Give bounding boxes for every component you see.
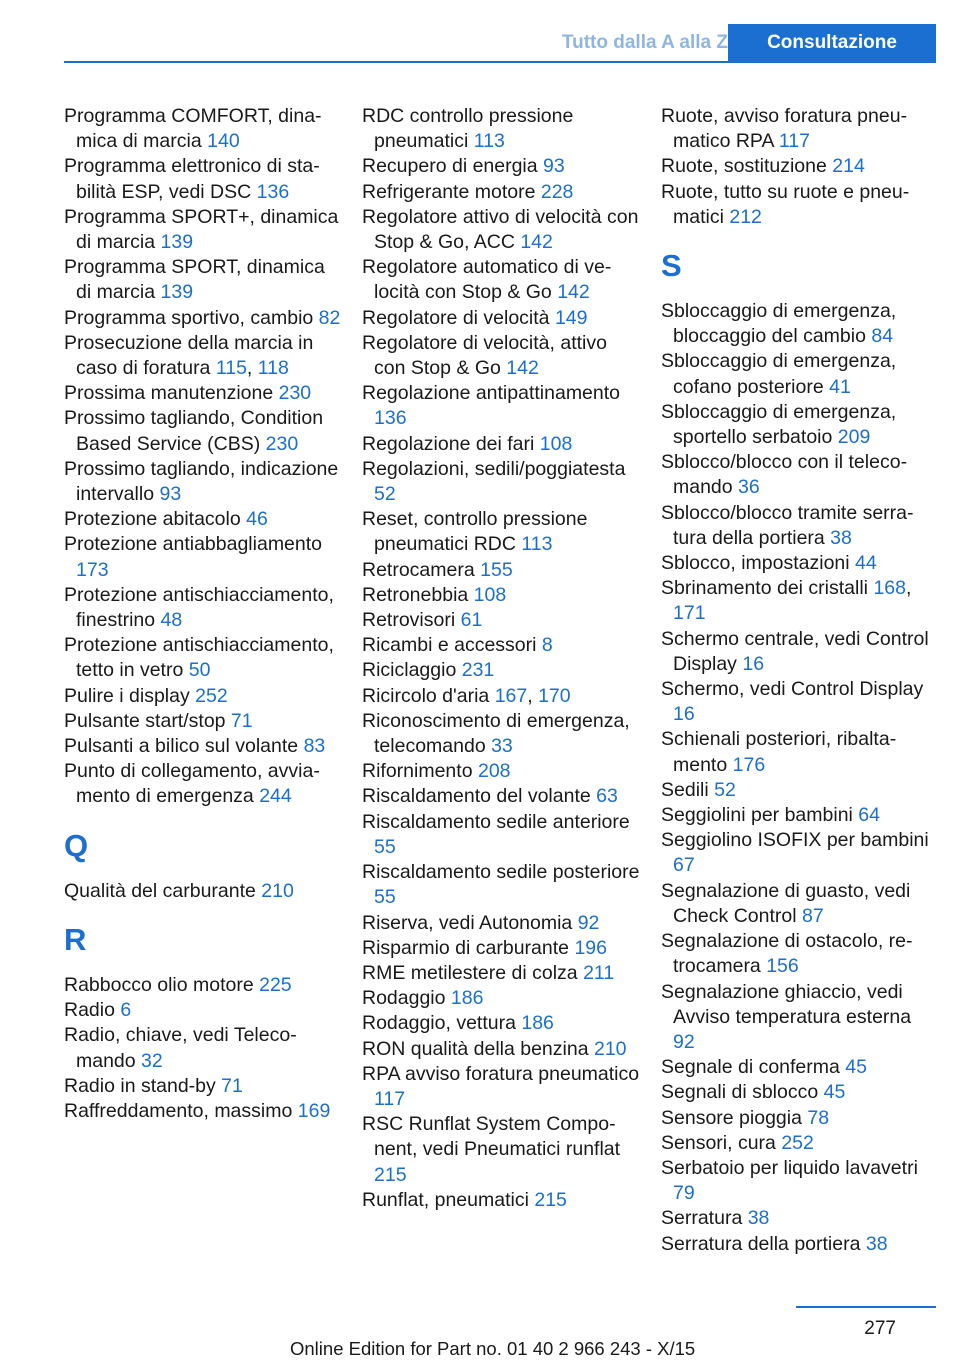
index-entry bbox=[64, 879, 344, 904]
index-entry bbox=[661, 501, 936, 551]
index-entry bbox=[64, 583, 344, 633]
index-entry-term: Riscaldamento del volante bbox=[362, 785, 597, 808]
index-entry-term: Riscaldamento sedile posteriore bbox=[362, 861, 640, 884]
page-reference-link[interactable]: 113 bbox=[473, 130, 505, 153]
index-entry bbox=[362, 583, 642, 608]
index-entry-term: Protezione antiabbagliamento bbox=[64, 533, 323, 556]
page-reference-link[interactable]: 16 bbox=[673, 703, 695, 726]
page-reference-link[interactable]: 215 bbox=[374, 1163, 407, 1186]
index-entry bbox=[64, 306, 344, 331]
index-entry-term: Programma COMFORT, dinamica di marcia bbox=[64, 105, 322, 153]
index-entry-term: Regolatore attivo di velocità con Stop & Go, ACC bbox=[362, 205, 639, 254]
page-reference-link[interactable]: 136 bbox=[374, 407, 407, 430]
page-reference-link[interactable]: 41 bbox=[829, 375, 851, 398]
index-entry bbox=[362, 633, 642, 658]
index-entry-term: Seggiolini per bambini bbox=[661, 804, 859, 827]
index-entry-term: Schermo, vedi Control Display bbox=[661, 678, 924, 701]
index-letter-heading: S bbox=[661, 248, 682, 284]
index-entry bbox=[64, 1099, 344, 1124]
index-entry-term: Retrocamera bbox=[362, 558, 481, 581]
page-reference-link[interactable]: 196 bbox=[574, 936, 607, 959]
index-entry bbox=[64, 532, 344, 582]
index-entry-term: Radio bbox=[64, 999, 121, 1022]
index-entry bbox=[661, 929, 936, 979]
page-reference-link[interactable]: 186 bbox=[521, 1012, 554, 1035]
index-entry bbox=[64, 205, 344, 255]
index-entry-term: Retrovisori bbox=[362, 609, 461, 632]
index-entry-term: Recupero di energia bbox=[362, 155, 544, 178]
page-reference-link[interactable]: 214 bbox=[832, 155, 865, 178]
index-entry-term: Ruote, tutto su ruote e pneumatici bbox=[661, 180, 910, 228]
index-entry-term: Reset, controllo pressione pneumatici RDC bbox=[362, 508, 588, 556]
page-reference-link[interactable]: 115 bbox=[215, 357, 247, 380]
index-entry bbox=[362, 759, 642, 784]
index-entry bbox=[362, 658, 642, 683]
page-reference-link[interactable]: 55 bbox=[374, 886, 396, 909]
page-reference-link[interactable]: 38 bbox=[830, 526, 852, 549]
index-column-2 bbox=[362, 104, 642, 1213]
index-entry bbox=[362, 709, 642, 759]
page-reference-link[interactable]: 33 bbox=[491, 735, 513, 758]
page-reference-link[interactable]: 244 bbox=[259, 785, 292, 808]
page-reference-link[interactable]: 117 bbox=[778, 130, 810, 153]
page-reference-link[interactable]: 231 bbox=[461, 659, 495, 682]
index-entry-term: Regolazione antipattinamento bbox=[362, 382, 621, 405]
footer-rule bbox=[796, 1306, 936, 1308]
index-entry-term: Sbloccaggio di emergenza, cofano posteriore bbox=[661, 350, 897, 398]
index-entry bbox=[362, 255, 642, 305]
page-reference-link[interactable]: 230 bbox=[265, 432, 299, 455]
page-reference-link[interactable]: 93 bbox=[159, 483, 182, 506]
page-reference-link[interactable]: 52 bbox=[714, 778, 736, 801]
page-reference-link[interactable]: 139 bbox=[160, 281, 194, 304]
index-entry bbox=[661, 627, 936, 677]
index-column-1 bbox=[64, 104, 344, 1124]
page-reference-link[interactable]: 209 bbox=[837, 426, 871, 449]
index-entry-term: Sblocco/blocco con il telecomando bbox=[661, 451, 908, 499]
index-entry bbox=[661, 803, 936, 828]
page-reference-link[interactable]: 92 bbox=[673, 1030, 695, 1053]
page-reference-link[interactable]: 44 bbox=[855, 552, 877, 575]
page-reference-link[interactable]: 93 bbox=[543, 155, 565, 178]
page-reference-link[interactable]: 228 bbox=[540, 180, 574, 203]
index-entry bbox=[661, 677, 936, 727]
page-reference-link[interactable]: 79 bbox=[673, 1182, 695, 1205]
index-entry-term: Rabbocco olio motore bbox=[64, 973, 260, 996]
index-entry-term: Serratura della portiera bbox=[661, 1232, 866, 1255]
page-reference-link[interactable]: 215 bbox=[534, 1188, 567, 1211]
page-reference-link[interactable]: 38 bbox=[747, 1207, 770, 1230]
index-entry-term: Regolazione dei fari bbox=[362, 432, 540, 455]
page-reference-link[interactable]: 212 bbox=[729, 205, 762, 228]
index-entry-term: Rifornimento bbox=[362, 760, 478, 783]
page-reference-link[interactable]: 230 bbox=[278, 382, 312, 405]
page-header bbox=[0, 0, 960, 62]
index-entry bbox=[64, 457, 344, 507]
index-entry bbox=[64, 973, 344, 998]
page-reference-link[interactable]: 64 bbox=[858, 804, 880, 827]
page-reference-link[interactable]: 210 bbox=[261, 879, 294, 902]
page-reference-link[interactable]: 140 bbox=[207, 130, 240, 153]
page-reference-link[interactable]: 155 bbox=[480, 558, 513, 581]
index-entry bbox=[661, 879, 936, 929]
page-reference-link[interactable]: 167 bbox=[494, 684, 528, 707]
page-reference-link[interactable]: 142 bbox=[520, 231, 553, 254]
index-entry: Ricircolo d'aria 167, 170 bbox=[362, 684, 571, 707]
index-entry-term: Protezione antischiacciamento, tetto in vetro bbox=[64, 634, 334, 682]
page-reference-link[interactable]: 61 bbox=[460, 609, 483, 632]
index-entry-term: Protezione antischiacciamento, finestrino bbox=[64, 583, 334, 632]
index-entry bbox=[362, 784, 642, 809]
index-entry-term: Segnalazione di ostacolo, retrocamera bbox=[661, 930, 913, 978]
page-reference-link[interactable]: 32 bbox=[141, 1049, 163, 1072]
index-entry bbox=[362, 936, 642, 961]
index-entry-term: Segnali di sblocco bbox=[661, 1081, 824, 1104]
index-letter-heading: Q bbox=[64, 827, 89, 863]
page-reference-link[interactable]: 45 bbox=[823, 1081, 846, 1104]
page-reference-link[interactable]: 173 bbox=[76, 558, 109, 581]
index-entry-term: Regolazioni, sedili/poggiatesta bbox=[362, 457, 626, 480]
header-rule bbox=[64, 61, 936, 63]
index-entry-term: Ricircolo d'aria bbox=[362, 684, 495, 707]
index-entry-term: Prosecuzione della marcia in caso di foratura bbox=[64, 331, 314, 380]
index-entry-term: Schermo centrale, vedi Control Display bbox=[661, 627, 929, 675]
index-entry-term: Sedili bbox=[661, 778, 715, 801]
index-entry: Sbrinamento dei cristalli 168, 171 bbox=[661, 577, 912, 625]
index-entry-term: Riscaldamento sedile anteriore bbox=[362, 810, 630, 833]
index-entry bbox=[64, 406, 344, 456]
page-reference-link[interactable]: 16 bbox=[742, 652, 765, 675]
index-entry bbox=[362, 381, 642, 431]
index-entry bbox=[661, 154, 936, 179]
page-reference-link[interactable]: 108 bbox=[539, 432, 573, 455]
section-title: Tutto dalla A alla Z bbox=[561, 32, 728, 53]
page-reference-link[interactable]: 48 bbox=[160, 609, 183, 632]
edition-note: Online Edition for Part no. 01 40 2 966 243 - X/15 bbox=[290, 1338, 696, 1359]
index-entry bbox=[362, 1188, 642, 1213]
index-entry-term: Sbloccaggio di emergenza, bloccaggio del cambio bbox=[661, 300, 897, 348]
index-entry-term: Regolatore di velocità bbox=[362, 306, 555, 329]
page-reference-link[interactable]: 36 bbox=[738, 476, 760, 499]
index-entry bbox=[362, 810, 642, 860]
index-entry bbox=[64, 709, 344, 734]
page-reference-link[interactable]: 83 bbox=[303, 735, 326, 758]
index-entry bbox=[661, 1080, 936, 1105]
index-entry-term: Prossimo tagliando, indicazione intervallo bbox=[64, 457, 339, 506]
index-letter-heading: R bbox=[64, 921, 87, 957]
page-reference-link[interactable]: 50 bbox=[188, 659, 211, 682]
index-entry-term: Ricambi e accessori bbox=[362, 634, 542, 657]
index-entry-term: Programma SPORT, dinamica di marcia bbox=[64, 256, 325, 304]
index-entry-term: Ruote, avviso foratura pneumatico RPA bbox=[661, 105, 908, 153]
index-entry bbox=[661, 1055, 936, 1080]
page-reference-link[interactable]: 252 bbox=[781, 1131, 814, 1154]
index-entry bbox=[362, 1062, 642, 1112]
index-entry bbox=[362, 306, 642, 331]
index-entry bbox=[661, 450, 936, 500]
index-entry bbox=[661, 980, 936, 1056]
index-entry-term: Rodaggio, vettura bbox=[362, 1012, 522, 1035]
index-entry-term: Retronebbia bbox=[362, 583, 474, 606]
index-entry-term: Protezione abitacolo bbox=[64, 508, 247, 531]
page-reference-link[interactable]: 45 bbox=[845, 1056, 867, 1079]
page-reference-link[interactable]: 136 bbox=[256, 180, 290, 203]
index-entry-term: Ruote, sostituzione bbox=[661, 155, 833, 178]
page-reference-link[interactable]: 63 bbox=[596, 785, 618, 808]
index-entry-term: Schienali posteriori, ribaltamento bbox=[661, 728, 897, 776]
index-entry bbox=[64, 1023, 344, 1073]
index-entry-term: Radio in stand-by bbox=[64, 1074, 222, 1097]
index-entry-term: Punto di collegamento, avviamento di emergenza bbox=[64, 760, 320, 808]
index-entry-term: RME metilestere di colza bbox=[362, 961, 584, 984]
index-entry-term: Pulsante start/stop bbox=[64, 709, 231, 732]
index-entry-term: Risparmio di carburante bbox=[362, 936, 575, 959]
index-entry-term: RPA avviso foratura pneumatico bbox=[362, 1062, 640, 1085]
page-reference-link[interactable]: 186 bbox=[450, 987, 484, 1010]
index-entry-term: Segnale di conferma bbox=[661, 1056, 846, 1079]
page-reference-link[interactable]: 67 bbox=[673, 854, 695, 877]
page-reference-link[interactable]: 84 bbox=[871, 325, 894, 348]
index-entry bbox=[64, 633, 344, 683]
index-entry bbox=[64, 381, 344, 406]
index-entry-term: Riconoscimento di emergenza, telecomando bbox=[362, 709, 630, 758]
page-reference-link[interactable]: 78 bbox=[807, 1106, 830, 1129]
chapter-tab: Consultazione bbox=[728, 24, 936, 62]
index-entry-term: Programma SPORT+, dinamica di marcia bbox=[64, 205, 339, 254]
index-entry bbox=[64, 759, 344, 809]
index-entry-term: Runflat, pneumatici bbox=[362, 1188, 535, 1211]
page-reference-link[interactable]: 71 bbox=[230, 709, 253, 732]
index-entry bbox=[661, 104, 936, 154]
page-reference-link[interactable]: 211 bbox=[583, 961, 615, 984]
index-entry-term: Prossimo tagliando, Condition Based Service (CBS) bbox=[64, 407, 324, 455]
page-reference-link[interactable]: 118 bbox=[257, 357, 289, 380]
index-entry-term: RON qualità della benzina bbox=[362, 1037, 594, 1060]
page-reference-link[interactable]: 142 bbox=[506, 357, 539, 380]
index-entry bbox=[64, 154, 344, 204]
page-reference-link[interactable]: 170 bbox=[538, 684, 571, 707]
index-entry-term: Regolatore automatico di velocità con Stop & Go bbox=[362, 256, 612, 304]
index-entry bbox=[661, 299, 936, 349]
index-entry-term: Sblocco, impostazioni bbox=[661, 552, 856, 575]
page-reference-link[interactable]: 142 bbox=[557, 281, 590, 304]
index-entry-term: Pulire i display bbox=[64, 684, 196, 707]
index-entry-term: Prossima manutenzione bbox=[64, 382, 279, 405]
index-entry bbox=[362, 1112, 642, 1188]
index-entry: Prosecuzione della marcia in caso di foratura 115, 118 bbox=[64, 331, 314, 380]
index-entry-term: Programma sportivo, cambio bbox=[64, 306, 319, 329]
index-entry-term: Sensore pioggia bbox=[661, 1106, 808, 1129]
page-reference-link[interactable]: 176 bbox=[732, 753, 766, 776]
page-reference-link[interactable]: 71 bbox=[221, 1074, 243, 1097]
index-entry bbox=[661, 1206, 936, 1231]
index-entry bbox=[661, 828, 936, 878]
index-entry-term: Seggiolino ISOFIX per bambini bbox=[661, 829, 929, 852]
index-entry-term: Riserva, vedi Autonomia bbox=[362, 911, 578, 934]
index-entry-term: Refrigerante motore bbox=[362, 180, 541, 203]
page-reference-link[interactable]: 52 bbox=[374, 483, 396, 506]
index-entry bbox=[661, 1156, 936, 1206]
page-number: 277 bbox=[864, 1318, 896, 1339]
index-entry bbox=[362, 457, 642, 507]
index-entry bbox=[661, 551, 936, 576]
index-entry bbox=[661, 180, 936, 230]
index-entry-term: Pulsanti a bilico sul volante bbox=[64, 735, 304, 758]
page-reference-link[interactable]: 210 bbox=[593, 1037, 627, 1060]
index-entry bbox=[362, 432, 642, 457]
page-reference-link[interactable]: 139 bbox=[160, 231, 194, 254]
index-entry-term: Serbatoio per liquido lavavetri bbox=[661, 1156, 918, 1179]
index-entry bbox=[64, 507, 344, 532]
index-entry bbox=[362, 1037, 642, 1062]
page-reference-link[interactable]: 117 bbox=[374, 1087, 406, 1110]
index-entry-term: Serratura bbox=[661, 1207, 748, 1230]
page-reference-link[interactable]: 8 bbox=[541, 634, 553, 657]
index-entry-term: Sblocco/blocco tramite serratura della portiera bbox=[661, 501, 914, 549]
index-entry-term: Segnalazione ghiaccio, vedi Avviso temperatura esterna bbox=[661, 980, 912, 1028]
index-entry-term: RSC Runflat System Component, vedi Pneumatici runflat bbox=[362, 1113, 621, 1161]
index-entry-term: RDC controllo pressione pneumatici bbox=[362, 105, 574, 153]
index-entry-term: Programma elettronico di stabilità ESP, vedi DSC bbox=[64, 155, 320, 203]
index-entry bbox=[64, 998, 344, 1023]
index-entry bbox=[362, 911, 642, 936]
index-entry-term: Sensori, cura bbox=[661, 1131, 782, 1154]
index-entry bbox=[362, 1011, 642, 1036]
page-reference-link[interactable]: 208 bbox=[477, 760, 511, 783]
page-reference-link[interactable]: 46 bbox=[246, 508, 268, 531]
index-entry bbox=[362, 961, 642, 986]
index-entry bbox=[362, 986, 642, 1011]
index-entry bbox=[362, 507, 642, 557]
index-entry bbox=[362, 608, 642, 633]
index-entry bbox=[64, 734, 344, 759]
page-reference-link[interactable]: 169 bbox=[297, 1099, 331, 1122]
index-entry-term: Sbrinamento dei cristalli bbox=[661, 577, 874, 600]
index-entry-term: Qualità del carburante bbox=[64, 879, 262, 902]
index-entry bbox=[661, 349, 936, 399]
index-entry bbox=[362, 331, 642, 381]
index-entry bbox=[661, 1131, 936, 1156]
page-reference-link[interactable]: 149 bbox=[554, 306, 588, 329]
page-reference-link[interactable]: 55 bbox=[374, 835, 396, 858]
page-reference-link[interactable]: 156 bbox=[766, 955, 799, 978]
index-entry bbox=[64, 104, 344, 154]
index-entry bbox=[362, 180, 642, 205]
page-reference-link[interactable]: 82 bbox=[318, 306, 341, 329]
index-entry bbox=[64, 1074, 344, 1099]
page-reference-link[interactable]: 113 bbox=[521, 533, 553, 556]
page-reference-link[interactable]: 6 bbox=[120, 999, 132, 1022]
index-entry-term: Riciclaggio bbox=[362, 659, 462, 682]
index-entry bbox=[64, 255, 344, 305]
page-reference-link[interactable]: 225 bbox=[259, 973, 292, 996]
index-entry-term: Regolatore di velocità, attivo con Stop & Go bbox=[362, 331, 607, 380]
index-entry bbox=[362, 205, 642, 255]
index-entry-term: Rodaggio bbox=[362, 987, 451, 1010]
index-entry-term: Segnalazione di guasto, vedi Check Control bbox=[661, 879, 911, 927]
index-entry bbox=[64, 684, 344, 709]
index-entry bbox=[661, 400, 936, 450]
index-entry bbox=[362, 154, 642, 179]
index-entry bbox=[362, 860, 642, 910]
index-entry-term: Sbloccaggio di emergenza, sportello serbatoio bbox=[661, 400, 897, 449]
index-entry bbox=[362, 558, 642, 583]
page-reference-link[interactable]: 92 bbox=[577, 911, 600, 934]
page-reference-link[interactable]: 38 bbox=[865, 1232, 888, 1255]
page-reference-link[interactable]: 87 bbox=[801, 904, 824, 927]
index-entry bbox=[661, 1232, 936, 1257]
page-reference-link[interactable]: 108 bbox=[473, 583, 507, 606]
page-reference-link[interactable]: 168 bbox=[873, 577, 906, 600]
index-entry bbox=[661, 778, 936, 803]
index-entry bbox=[362, 104, 642, 154]
page-reference-link[interactable]: 171 bbox=[673, 602, 706, 625]
index-entry-term: Raffreddamento, massimo bbox=[64, 1099, 298, 1122]
index-entry-term: Radio, chiave, vedi Telecomando bbox=[64, 1024, 297, 1072]
index-column-3 bbox=[661, 104, 936, 1257]
index-entry bbox=[661, 1106, 936, 1131]
page-reference-link[interactable]: 252 bbox=[195, 684, 228, 707]
index-entry bbox=[661, 727, 936, 777]
